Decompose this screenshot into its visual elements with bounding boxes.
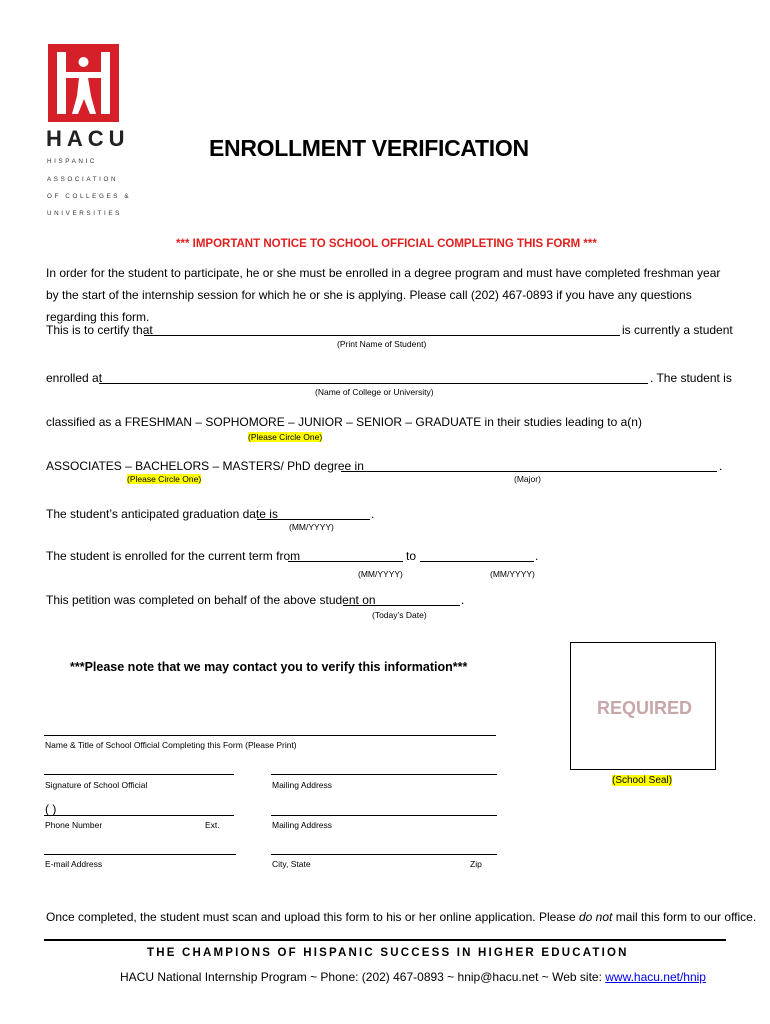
footer-tagline: THE CHAMPIONS OF HISPANIC SUCCESS IN HIGHER EDUCATION: [147, 947, 629, 959]
logo-line-4: UNIVERSITIES: [47, 210, 122, 217]
logo-line-2: ASSOCIATION: [47, 176, 119, 183]
graduation-date-field[interactable]: [257, 519, 370, 520]
footer-contact-text: HACU National Internship Program ~ Phone: (202) 467-0893 ~ hnip@hacu.net ~ Web site:: [120, 970, 606, 984]
closing-instructions: [46, 910, 756, 924]
closing-part-1: Once completed, the student must scan and upload this form to his or her online application. Please: [46, 910, 579, 924]
enrolled-label: enrolled at: [46, 371, 103, 385]
signature-label: Signature of School Official: [45, 780, 148, 790]
email-label: E-mail Address: [45, 859, 103, 869]
footer-divider: [44, 939, 726, 941]
enrolled-suffix: . The student is: [650, 371, 732, 385]
term-to-label: to: [406, 549, 417, 563]
term-from-hint: (MM/YYYY): [358, 569, 403, 579]
footer-contact: [120, 970, 706, 984]
college-name-hint: (Name of College or University): [315, 387, 434, 397]
logo-line-3: OF COLLEGES &: [47, 193, 132, 200]
page-title: ENROLLMENT VERIFICATION: [209, 135, 529, 161]
graduation-label: The student’s anticipated graduation date is: [46, 507, 278, 521]
mailing-address-label-2: Mailing Address: [272, 820, 333, 830]
ext-label: Ext.: [205, 820, 220, 830]
signature-field[interactable]: [44, 774, 234, 775]
zip-label: Zip: [470, 859, 482, 869]
graduation-suffix: .: [371, 507, 375, 521]
term-from-field[interactable]: [288, 561, 403, 562]
degree-hint: (Please Circle One): [127, 474, 202, 484]
closing-part-2: mail this form to our office.: [612, 910, 757, 924]
student-name-field[interactable]: [144, 335, 620, 336]
official-name-title-field[interactable]: [44, 735, 496, 736]
petition-suffix: .: [461, 593, 465, 607]
term-to-field[interactable]: [420, 561, 534, 562]
petition-label: This petition was completed on behalf of the above student on: [46, 593, 376, 607]
intro-paragraph: In order for the student to participate, he or she must be enrolled in a degree program and must have completed freshman year by the start of the internship session for which he or she is applying. Please call (202) 467-0893 if you have any questions regarding this form.: [46, 266, 721, 324]
official-name-title-label: Name & Title of School Official Completing this Form (Please Print): [45, 740, 297, 750]
phone-field[interactable]: [44, 815, 234, 816]
school-seal-label: (School Seal): [612, 775, 673, 786]
classification-options[interactable]: classified as a FRESHMAN – SOPHOMORE – JUNIOR – SENIOR – GRADUATE in their studies leading to a(n): [46, 415, 642, 429]
major-hint: (Major): [514, 474, 541, 484]
certify-label: This is to certify that: [46, 323, 153, 337]
term-to-hint: (MM/YYYY): [490, 569, 535, 579]
mailing-address-label-1: Mailing Address: [272, 780, 333, 790]
mailing-address-field-1[interactable]: [271, 774, 497, 775]
todays-date-field[interactable]: [343, 605, 460, 606]
classification-hint: (Please Circle One): [248, 432, 323, 442]
college-name-field[interactable]: [99, 383, 648, 384]
hacu-logo-mark: [48, 44, 119, 122]
degree-suffix: .: [719, 459, 723, 473]
seal-required-label: REQUIRED: [597, 698, 693, 718]
logo-line-1: HISPANIC: [47, 158, 98, 165]
important-notice: *** IMPORTANT NOTICE TO SCHOOL OFFICIAL COMPLETING THIS FORM ***: [176, 238, 597, 250]
city-state-zip-field[interactable]: [271, 854, 497, 855]
phone-label: Phone Number: [45, 820, 103, 830]
hacu-figure-icon: [48, 44, 119, 122]
closing-emphasis: do not: [578, 910, 613, 924]
verification-note: ***Please note that we may contact you to verify this information***: [70, 660, 468, 674]
email-field[interactable]: [44, 854, 236, 855]
student-name-hint: (Print Name of Student): [337, 339, 427, 349]
mailing-address-field-2[interactable]: [271, 815, 497, 816]
certify-suffix: is currently a student: [622, 323, 733, 337]
city-state-label: City, State: [272, 859, 311, 869]
degree-options[interactable]: ASSOCIATES – BACHELORS – MASTERS/ PhD degree in: [46, 459, 364, 473]
major-field[interactable]: [341, 471, 717, 472]
term-label: The student is enrolled for the current term from: [46, 549, 301, 563]
term-suffix: .: [535, 549, 539, 563]
graduation-hint: (MM/YYYY): [289, 522, 334, 532]
todays-date-hint: (Today’s Date): [372, 610, 427, 620]
phone-area-code: ( ): [45, 802, 57, 816]
website-link[interactable]: www.hacu.net/hnip: [605, 970, 706, 984]
logo-wordmark: HACU: [46, 126, 130, 151]
